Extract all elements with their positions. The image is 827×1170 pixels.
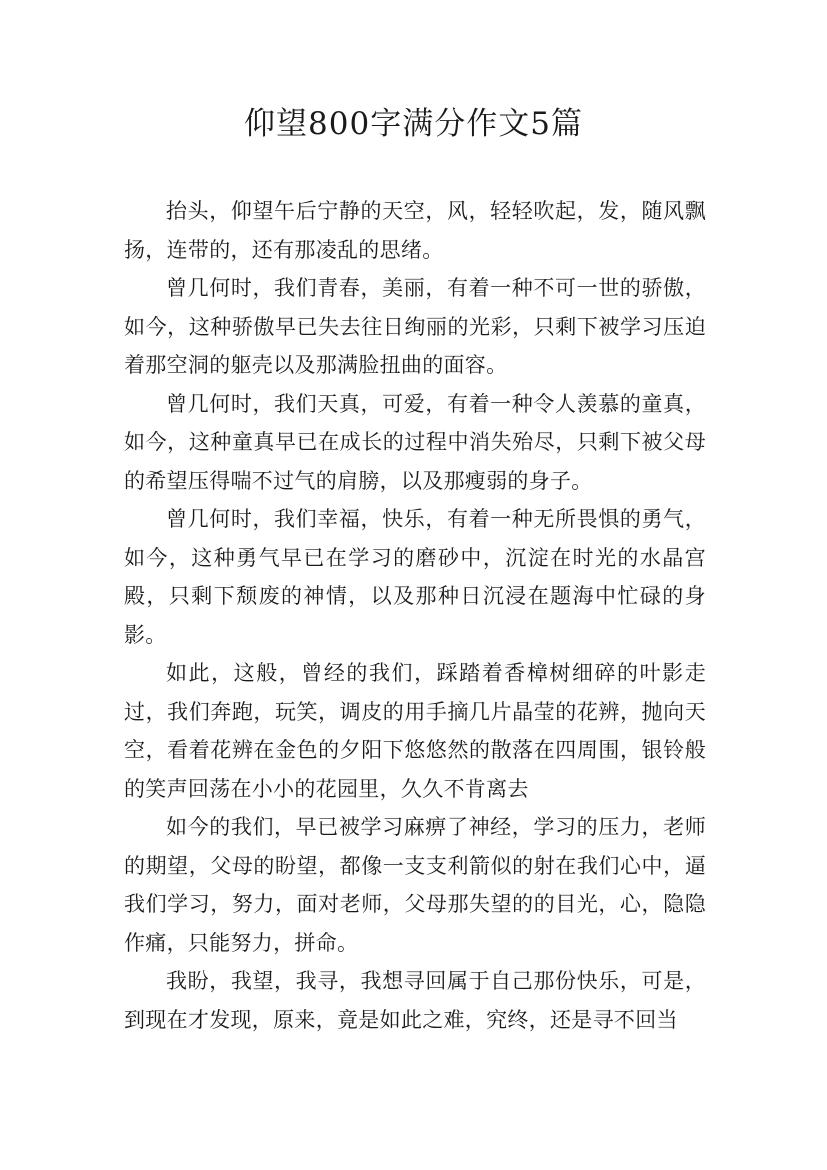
- paragraph-5: 如此，这般，曾经的我们，踩踏着香樟树细碎的叶影走过，我们奔跑，玩笑，调皮的用手摘几片晶莹的花辨，抛向天空，看着花辨在金色的夕阳下悠悠然的散落在四周围，银铃般的笑声回荡在小小的花园里，久久不肯离去: [124, 661, 706, 801]
- paragraph-1: 抬头，仰望午后宁静的天空，风，轻轻吹起，发，随风飘扬，连带的，还有那凌乱的思绪。: [124, 199, 706, 262]
- paragraph-3: 曾几何时，我们天真，可爱，有着一种令人羡慕的童真，如今，这种童真早已在成长的过程中消失殆尽，只剩下被父母的希望压得喘不过气的肩膀，以及那瘦弱的身子。: [124, 391, 706, 493]
- document-title: 仰望800字满分作文5篇: [244, 106, 583, 142]
- paragraph-4: 曾几何时，我们幸福，快乐，有着一种无所畏惧的勇气，如今，这种勇气早已在学习的磨砂中，沉淀在时光的水晶宫殿，只剩下颓废的神情，以及那种日沉浸在题海中忙碌的身影。: [124, 507, 706, 647]
- paragraph-2: 曾几何时，我们青春，美丽，有着一种不可一世的骄傲，如今，这种骄傲早已失去往日绚丽的光彩，只剩下被学习压迫着那空洞的躯壳以及那满脸扭曲的面容。: [124, 276, 706, 377]
- paragraph-6: 如今的我们，早已被学习麻痹了神经，学习的压力，老师的期望，父母的盼望，都像一支支利箭似的射在我们心中，逼我们学习，努力，面对老师，父母那失望的的目光，心，隐隐作痛，只能努力，拼命。: [124, 815, 706, 955]
- document-body: [124, 192, 706, 1039]
- paragraph-7: 我盼，我望，我寻，我想寻回属于自己那份快乐，可是，到现在才发现，原来，竟是如此之难，究终，还是寻不回当: [124, 969, 706, 1032]
